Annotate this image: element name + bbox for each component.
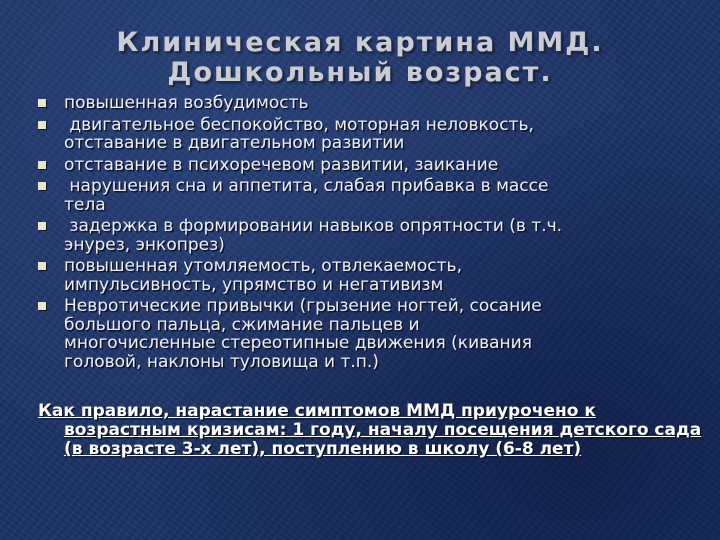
conclusion-text: Как правило, нарастание симптомов ММД приурочено к возрастным кризисам: 1 году, началу посещения детского сада (в возрасте 3-х лет), поступлению в школу (6-8 лет) [38, 401, 702, 459]
list-item [38, 156, 698, 175]
list-item-text: задержка в формировании навыков опрятности (в т.ч. энурез, энкопрез) [64, 216, 563, 255]
slide-title [0, 28, 720, 88]
slide-title-line-2: Дошкольный возраст. [167, 57, 553, 88]
list-item [38, 177, 698, 214]
square-bullet-icon [38, 262, 46, 270]
list-item-text: Невротические привычки (грызение ногтей, сосание большого пальца, сжимание пальцев и многочисленные стереотипные движения (кивания головой, наклоны туловища и т.п.) [64, 296, 542, 372]
slide-title-line-1: Клиническая картина ММД. [116, 27, 604, 58]
square-bullet-icon [38, 99, 46, 107]
list-item-text: нарушения сна и аппетита, слабая прибавка в массе тела [64, 176, 549, 215]
list-item-text: двигательное беспокойство, моторная неловкость, отставание в двигательном развитии [64, 114, 534, 153]
square-bullet-icon [38, 161, 46, 169]
square-bullet-icon [38, 121, 46, 129]
list-item [38, 217, 698, 254]
square-bullet-icon [38, 222, 46, 230]
square-bullet-icon [38, 302, 46, 310]
list-item-text: повышенная утомляемость, отвлекаемость, импульсивность, упрямство и негативизм [64, 256, 462, 295]
symptom-list [38, 94, 698, 374]
list-item-text: отставание в психоречевом развитии, заикание [64, 154, 499, 175]
square-bullet-icon [38, 182, 46, 190]
list-item [38, 257, 698, 294]
list-item [38, 94, 698, 113]
list-item-text: повышенная возбудимость [64, 93, 309, 113]
list-item [38, 297, 698, 371]
list-item [38, 116, 698, 153]
